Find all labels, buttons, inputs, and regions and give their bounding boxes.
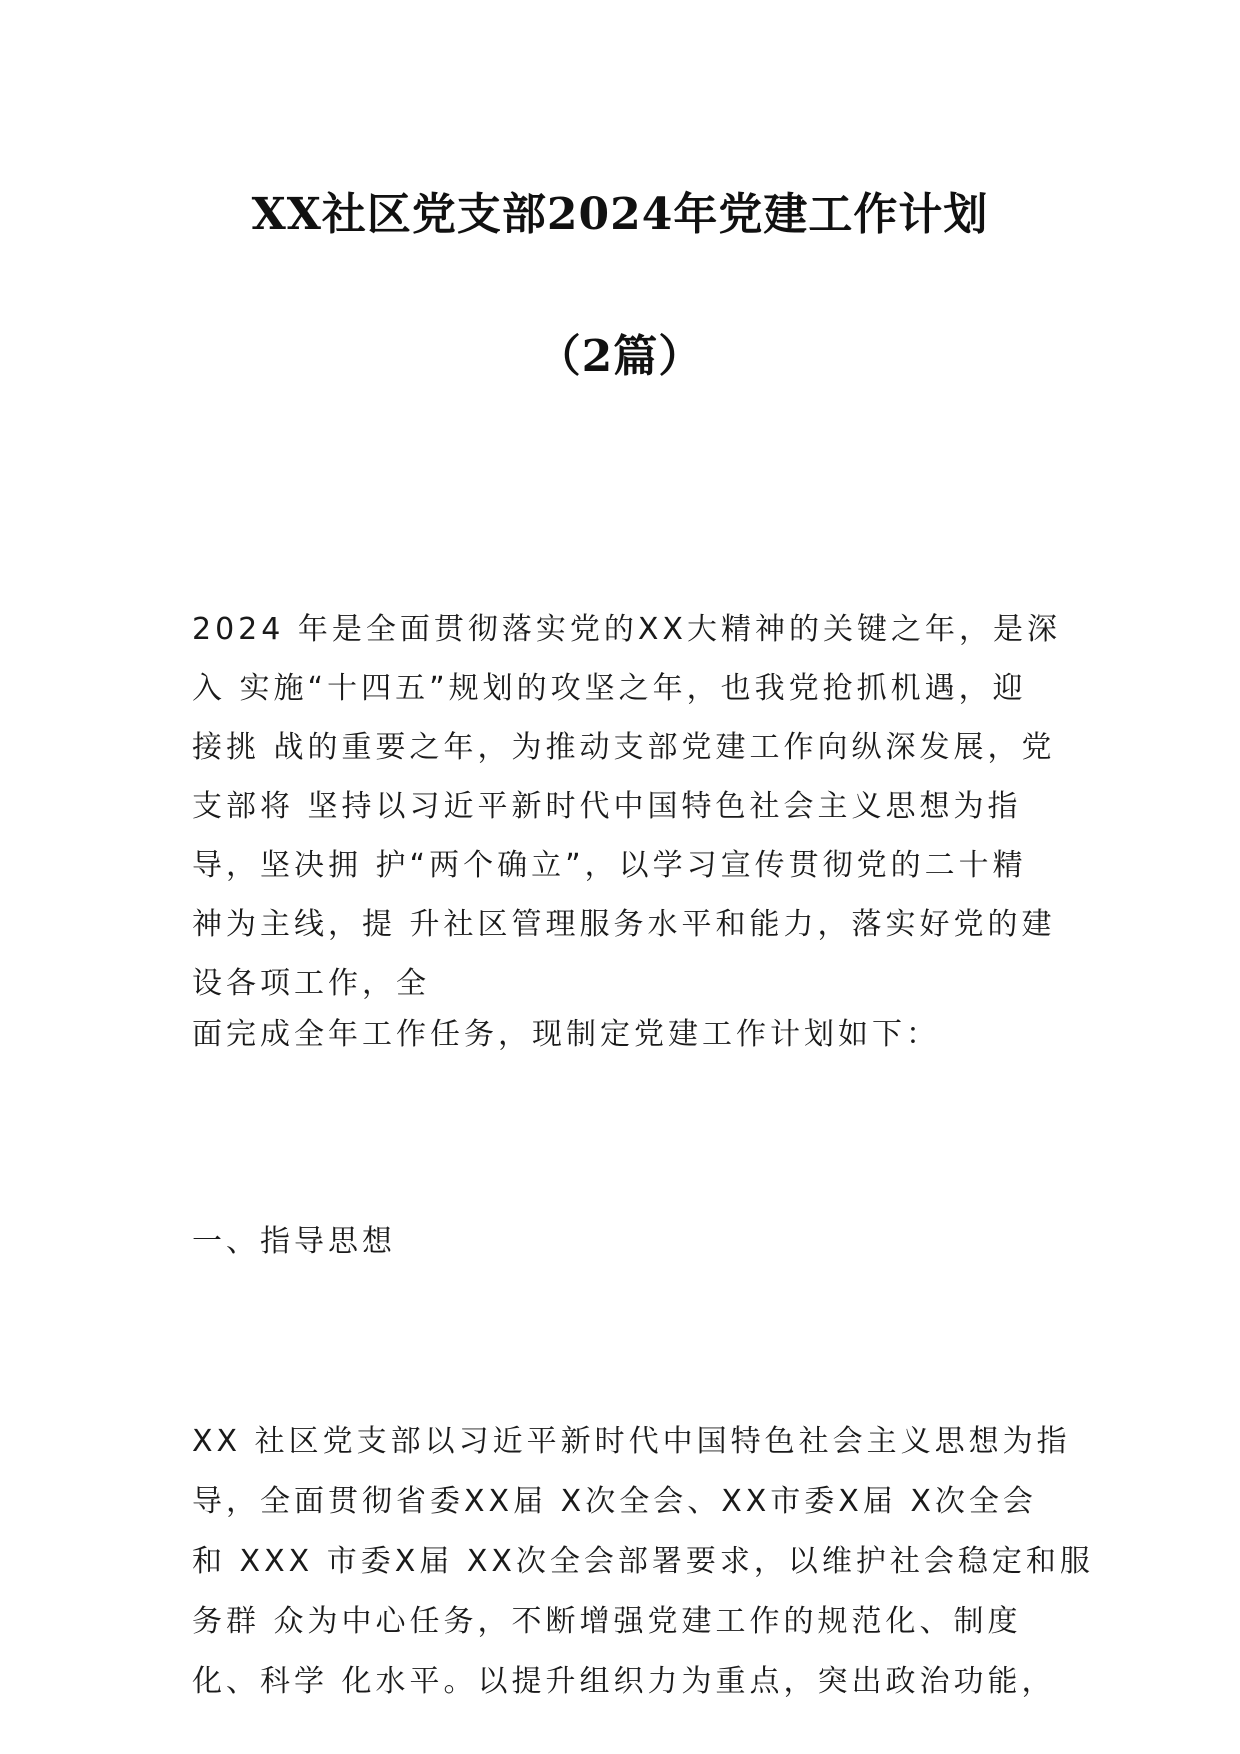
section-line: 和 XXX 市委X届 XX次全会部署要求，以维护社会稳定和服 [192,1544,1094,1579]
section-paragraph [192,1412,1094,1712]
intro-line: 设各项工作，全 [192,966,430,1001]
intro-tail-paragraph [192,1005,1062,1064]
intro-line: 导，坚决拥 护“两个确立”，以学习宣传贯彻党的二十精 [192,848,1027,883]
intro-line: 神为主线，提 升社区管理服务水平和能力，落实好党的建 [192,907,1056,942]
document-title: XX社区党支部2024年党建工作计划 [251,189,989,240]
intro-tail-line: 面完成全年工作任务，现制定党建工作计划如下： [192,1017,940,1052]
intro-paragraph [192,600,1062,1013]
intro-line: 入 实施“十四五”规划的攻坚之年，也我党抢抓机遇，迎 [192,671,1027,706]
section-line: 导，全面贯彻省委XX届 X次全会、XX市委X届 X次全会 [192,1484,1037,1519]
intro-line: 支部将 坚持以习近平新时代中国特色社会主义思想为指 [192,789,1022,824]
section-line: 化、科学 化水平。以提升组织力为重点，突出政治功能， [192,1664,1056,1699]
intro-line: 2024 年是全面贯彻落实党的XX大精神的关键之年，是深 [192,612,1061,647]
section-heading [192,1212,1062,1271]
section-line: XX 社区党支部以习近平新时代中国特色社会主义思想为指 [192,1424,1071,1459]
intro-line: 接挑 战的重要之年，为推动支部党建工作向纵深发展，党 [192,730,1056,765]
section-line: 务群 众为中心任务，不断增强党建工作的规范化、制度 [192,1604,1022,1639]
section-heading-text: 一、指导思想 [192,1224,396,1259]
document-subtitle: （2篇） [536,331,704,382]
